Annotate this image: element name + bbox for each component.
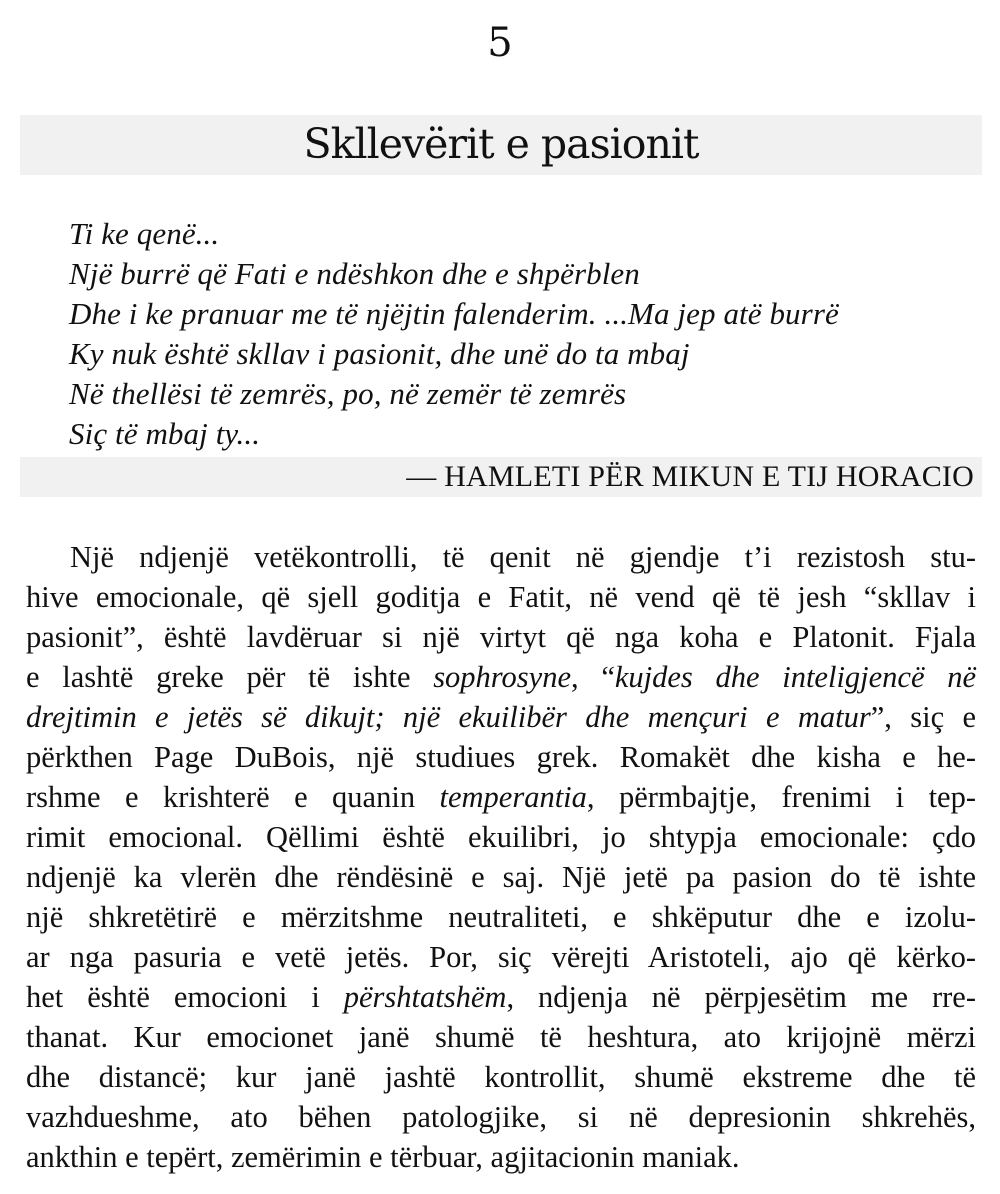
epigraph-line: Dhe i ke pranuar me të njëjtin falenderim. ...Ma jep atë burrë bbox=[69, 296, 839, 331]
italic-text: kujdes dhe inteligjencë në bbox=[614, 660, 976, 694]
body-text: het është emocioni i bbox=[26, 980, 344, 1014]
epigraph-attribution-band bbox=[20, 457, 982, 497]
body-line bbox=[26, 777, 976, 817]
body-text: pasionit”, është lavdëruar si një virtyt që nga koha e Platonit. Fjala bbox=[26, 620, 976, 654]
body-text: , “ bbox=[571, 660, 615, 694]
body-line bbox=[26, 857, 976, 897]
body-line bbox=[26, 977, 976, 1017]
body-line bbox=[26, 617, 976, 657]
body-text: rshme e krishterë e quanin bbox=[26, 780, 440, 814]
epigraph-attribution: — HAMLETI PËR MIKUN E TIJ HORACIO bbox=[406, 460, 974, 493]
epigraph-line: Në thellësi të zemrës, po, në zemër të zemrës bbox=[69, 376, 627, 411]
epigraph-line: Ti ke qenë... bbox=[69, 216, 220, 251]
body-text: Një ndjenjë vetëkontrolli, të qenit në gjendje t’i rezistosh stu- bbox=[70, 540, 976, 574]
body-text: një shkretëtirë e mërzitshme neutraliteti, e shkëputur dhe e izolu- bbox=[26, 900, 976, 934]
body-paragraph bbox=[26, 537, 976, 1177]
epigraph-line: Siç të mbaj ty... bbox=[69, 416, 261, 451]
body-text: vazhdueshme, ato bëhen patologjike, si në depresionin shkrehës, bbox=[26, 1100, 976, 1134]
body-text: përkthen Page DuBois, një studiues grek. Romakët dhe kisha e he- bbox=[26, 740, 976, 774]
page-number: 5 bbox=[487, 20, 513, 66]
chapter-title: Skllevërit e pasionit bbox=[303, 120, 699, 168]
body-text: ”, siç e bbox=[870, 700, 976, 734]
epigraph bbox=[69, 214, 979, 454]
body-text: rimit emocional. Qëllimi është ekuilibri, jo shtypja emocionale: çdo bbox=[26, 820, 976, 854]
body-line bbox=[26, 1097, 976, 1137]
italic-text: drejtimin e jetës së dikujt; një ekuilibër dhe mençuri e matur bbox=[26, 700, 871, 734]
body-line bbox=[26, 697, 976, 737]
body-line bbox=[26, 1137, 976, 1177]
body-text: ar nga pasuria e vetë jetës. Por, siç vërejti Aristoteli, ajo që kërko- bbox=[26, 940, 976, 974]
body-text: , ndjenja në përpjesëtim me rre- bbox=[506, 980, 976, 1014]
body-line bbox=[26, 1057, 976, 1097]
body-line bbox=[26, 897, 976, 937]
body-text: ndjenjë ka vlerën dhe rëndësinë e saj. Një jetë pa pasion do të ishte bbox=[26, 860, 976, 894]
body-line bbox=[26, 937, 976, 977]
italic-text: përshtatshëm bbox=[343, 980, 507, 1014]
body-text: hive emocionale, që sjell goditja e Fatit, në vend që të jesh “skllav i bbox=[26, 580, 976, 614]
body-text: dhe distancë; kur janë jashtë kontrollit, shumë ekstreme dhe të bbox=[26, 1060, 976, 1094]
body-line bbox=[26, 817, 976, 857]
italic-text: temperantia bbox=[439, 780, 587, 814]
body-line bbox=[26, 537, 976, 577]
italic-text: sophrosyne bbox=[433, 660, 571, 694]
body-text: , përmbajtje, frenimi i tep- bbox=[586, 780, 976, 814]
body-text: thanat. Kur emocionet janë shumë të heshtura, ato krijojnë mërzi bbox=[26, 1020, 976, 1054]
body-text: e lashtë greke për të ishte bbox=[26, 660, 434, 694]
body-line bbox=[26, 657, 976, 697]
body-line bbox=[26, 1017, 976, 1057]
chapter-title-band bbox=[20, 115, 982, 175]
body-line bbox=[26, 737, 976, 777]
body-line bbox=[26, 577, 976, 617]
epigraph-line: Ky nuk është skllav i pasionit, dhe unë do ta mbaj bbox=[69, 336, 690, 371]
body-text: ankthin e tepërt, zemërimin e tërbuar, agjitacionin maniak. bbox=[26, 1140, 740, 1174]
epigraph-line: Një burrë që Fati e ndëshkon dhe e shpërblen bbox=[69, 256, 640, 291]
